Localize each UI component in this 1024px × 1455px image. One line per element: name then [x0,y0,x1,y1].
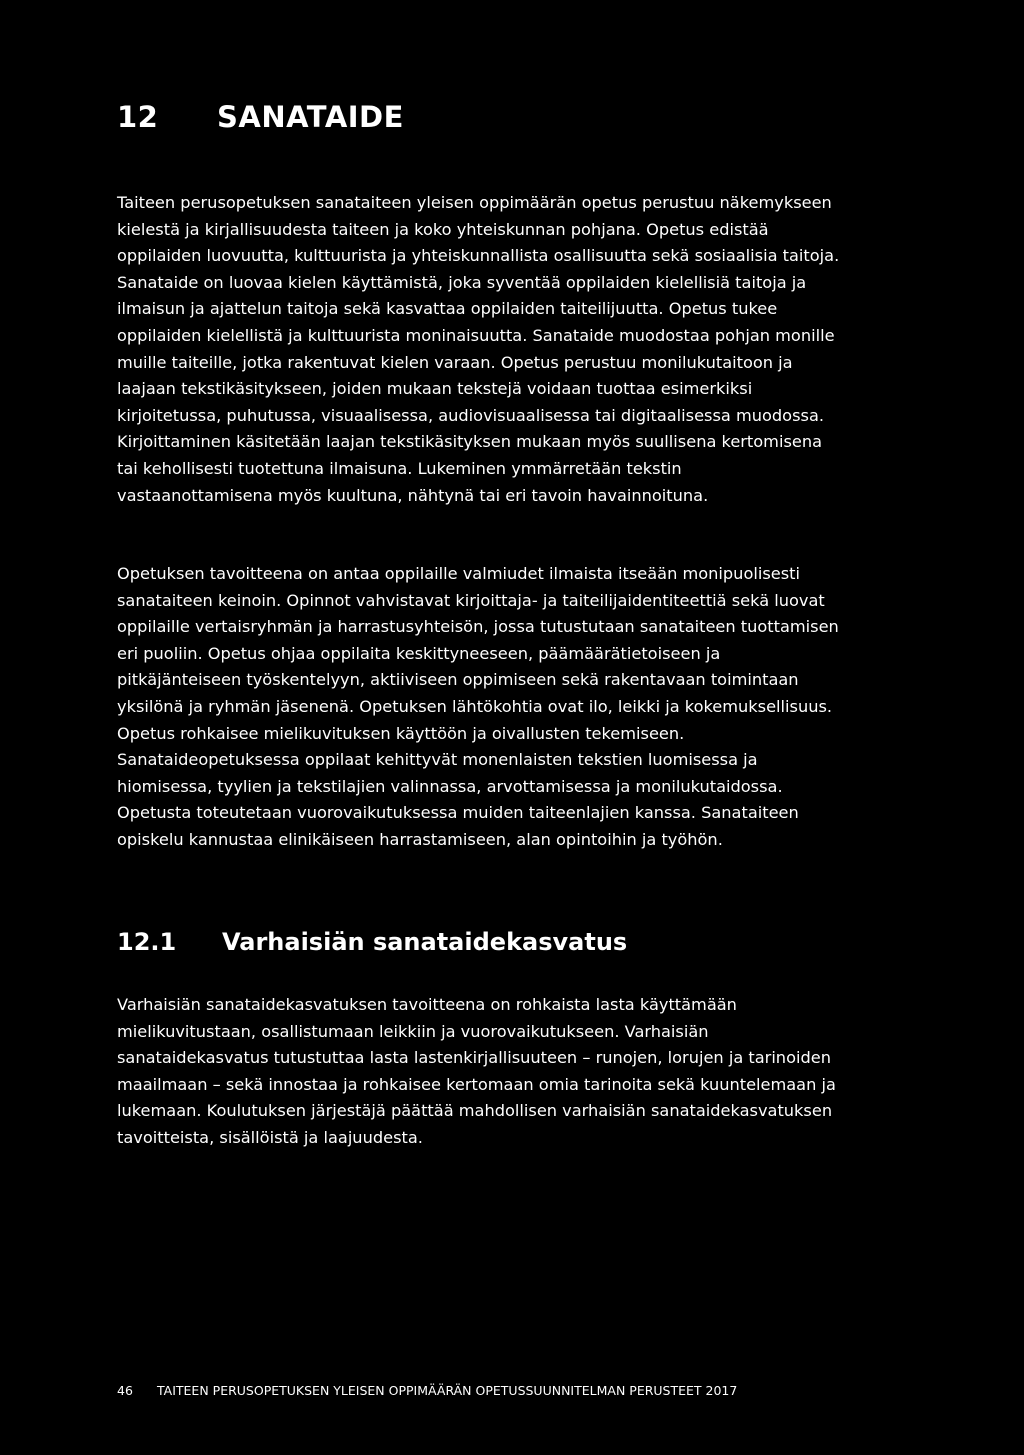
chapter-number: 12 [117,100,159,134]
section-number: 12.1 [117,928,177,956]
intro-paragraph: Taiteen perusopetuksen sanataiteen yleisen oppimäärän opetus perustuu näkemykseen kielestä ja kirjallisuudesta taiteen ja koko yhteiskunnan pohjana. Opetus edistää oppilaiden luovuutta, kulttuurista ja yhteiskunnallista osallisuutta sekä sosiaalisia taitoja. Sanataide on luovaa kielen käyttämistä, joka syventää oppilaiden kielellisiä taitoja ja ilmaisun ja ajattelun taitoja sekä kasvattaa oppilaiden taiteilijuutta. Opetus tukee oppilaiden kielellistä ja kulttuurista moninaisuutta. Sanataide muodostaa pohjan monille muille taiteille, jotka rakentuvat kielen varaan. Opetus perustuu monilukutaitoon ja laajaan tekstikäsitykseen, joiden mukaan tekstejä voidaan tuottaa esimerkiksi kirjoitetussa, puhutussa, visuaalisessa, audiovisuaalisessa tai digitaalisessa muodossa. Kirjoittaminen käsitetään laajan tekstikäsityksen mukaan myös suullisena kertomisena tai kehollisesti tuotettuna ilmaisuna. Lukeminen ymmärretään tekstin vastaanottamisena myös kuultuna, nähtynä tai eri tavoin havainnoituna. [117,193,840,505]
section-heading [117,928,627,956]
chapter-heading [117,100,404,134]
page-number: 46 [117,1383,133,1398]
page-footer [117,1383,737,1398]
chapter-title: SANATAIDE [217,100,404,134]
goals-paragraph: Opetuksen tavoitteena on antaa oppilaille valmiudet ilmaista itseään monipuolisesti sanataiteen keinoin. Opinnot vahvistavat kirjoittaja- ja taiteilijaidentiteettiä sekä luovat oppilaille vertaisryhmän ja harrastusyhteisön, jossa tutustutaan sanataiteen tuottamisen eri puoliin. Opetus ohjaa oppilaita keskittyneeseen, päämäärätietoiseen ja pitkäjänteiseen työskentelyyn, aktiiviseen oppimiseen sekä rakentavaan toimintaan yksilönä ja ryhmän jäsenenä. Opetuksen lähtökohtia ovat ilo, leikki ja kokemuksellisuus. Opetus rohkaisee mielikuvituksen käyttöön ja oivallusten tekemiseen. Sanataideopetuksessa oppilaat kehittyvät monenlaisten tekstien luomisessa ja hiomisessa, tyylien ja tekstilajien valinnassa, arvottamisessa ja monilukutaidossa. Opetusta toteutetaan vuorovaikutuksessa muiden taiteenlajien kanssa. Sanataiteen opiskelu kannustaa elinikäiseen harrastamiseen, alan opintoihin ja työhön. [117,564,839,849]
section-paragraph: Varhaisiän sanataidekasvatuksen tavoitteena on rohkaista lasta käyttämään mielikuvitustaan, osallistumaan leikkiin ja vuorovaikutukseen. Varhaisiän sanataidekasvatus tutustuttaa lasta lastenkirjallisuuteen – runojen, lorujen ja tarinoiden maailmaan – sekä innostaa ja rohkaisee kertomaan omia tarinoita sekä kuuntelemaan ja lukemaan. Koulutuksen järjestäjä päättää mahdollisen varhaisiän sanataidekasvatuksen tavoitteista, sisällöistä ja laajuudesta. [117,995,836,1147]
footer-document-title: TAITEEN PERUSOPETUKSEN YLEISEN OPPIMÄÄRÄN OPETUSSUUNNITELMAN PERUSTEET 2017 [157,1383,738,1398]
section-title: Varhaisiän sanataidekasvatus [222,928,628,956]
